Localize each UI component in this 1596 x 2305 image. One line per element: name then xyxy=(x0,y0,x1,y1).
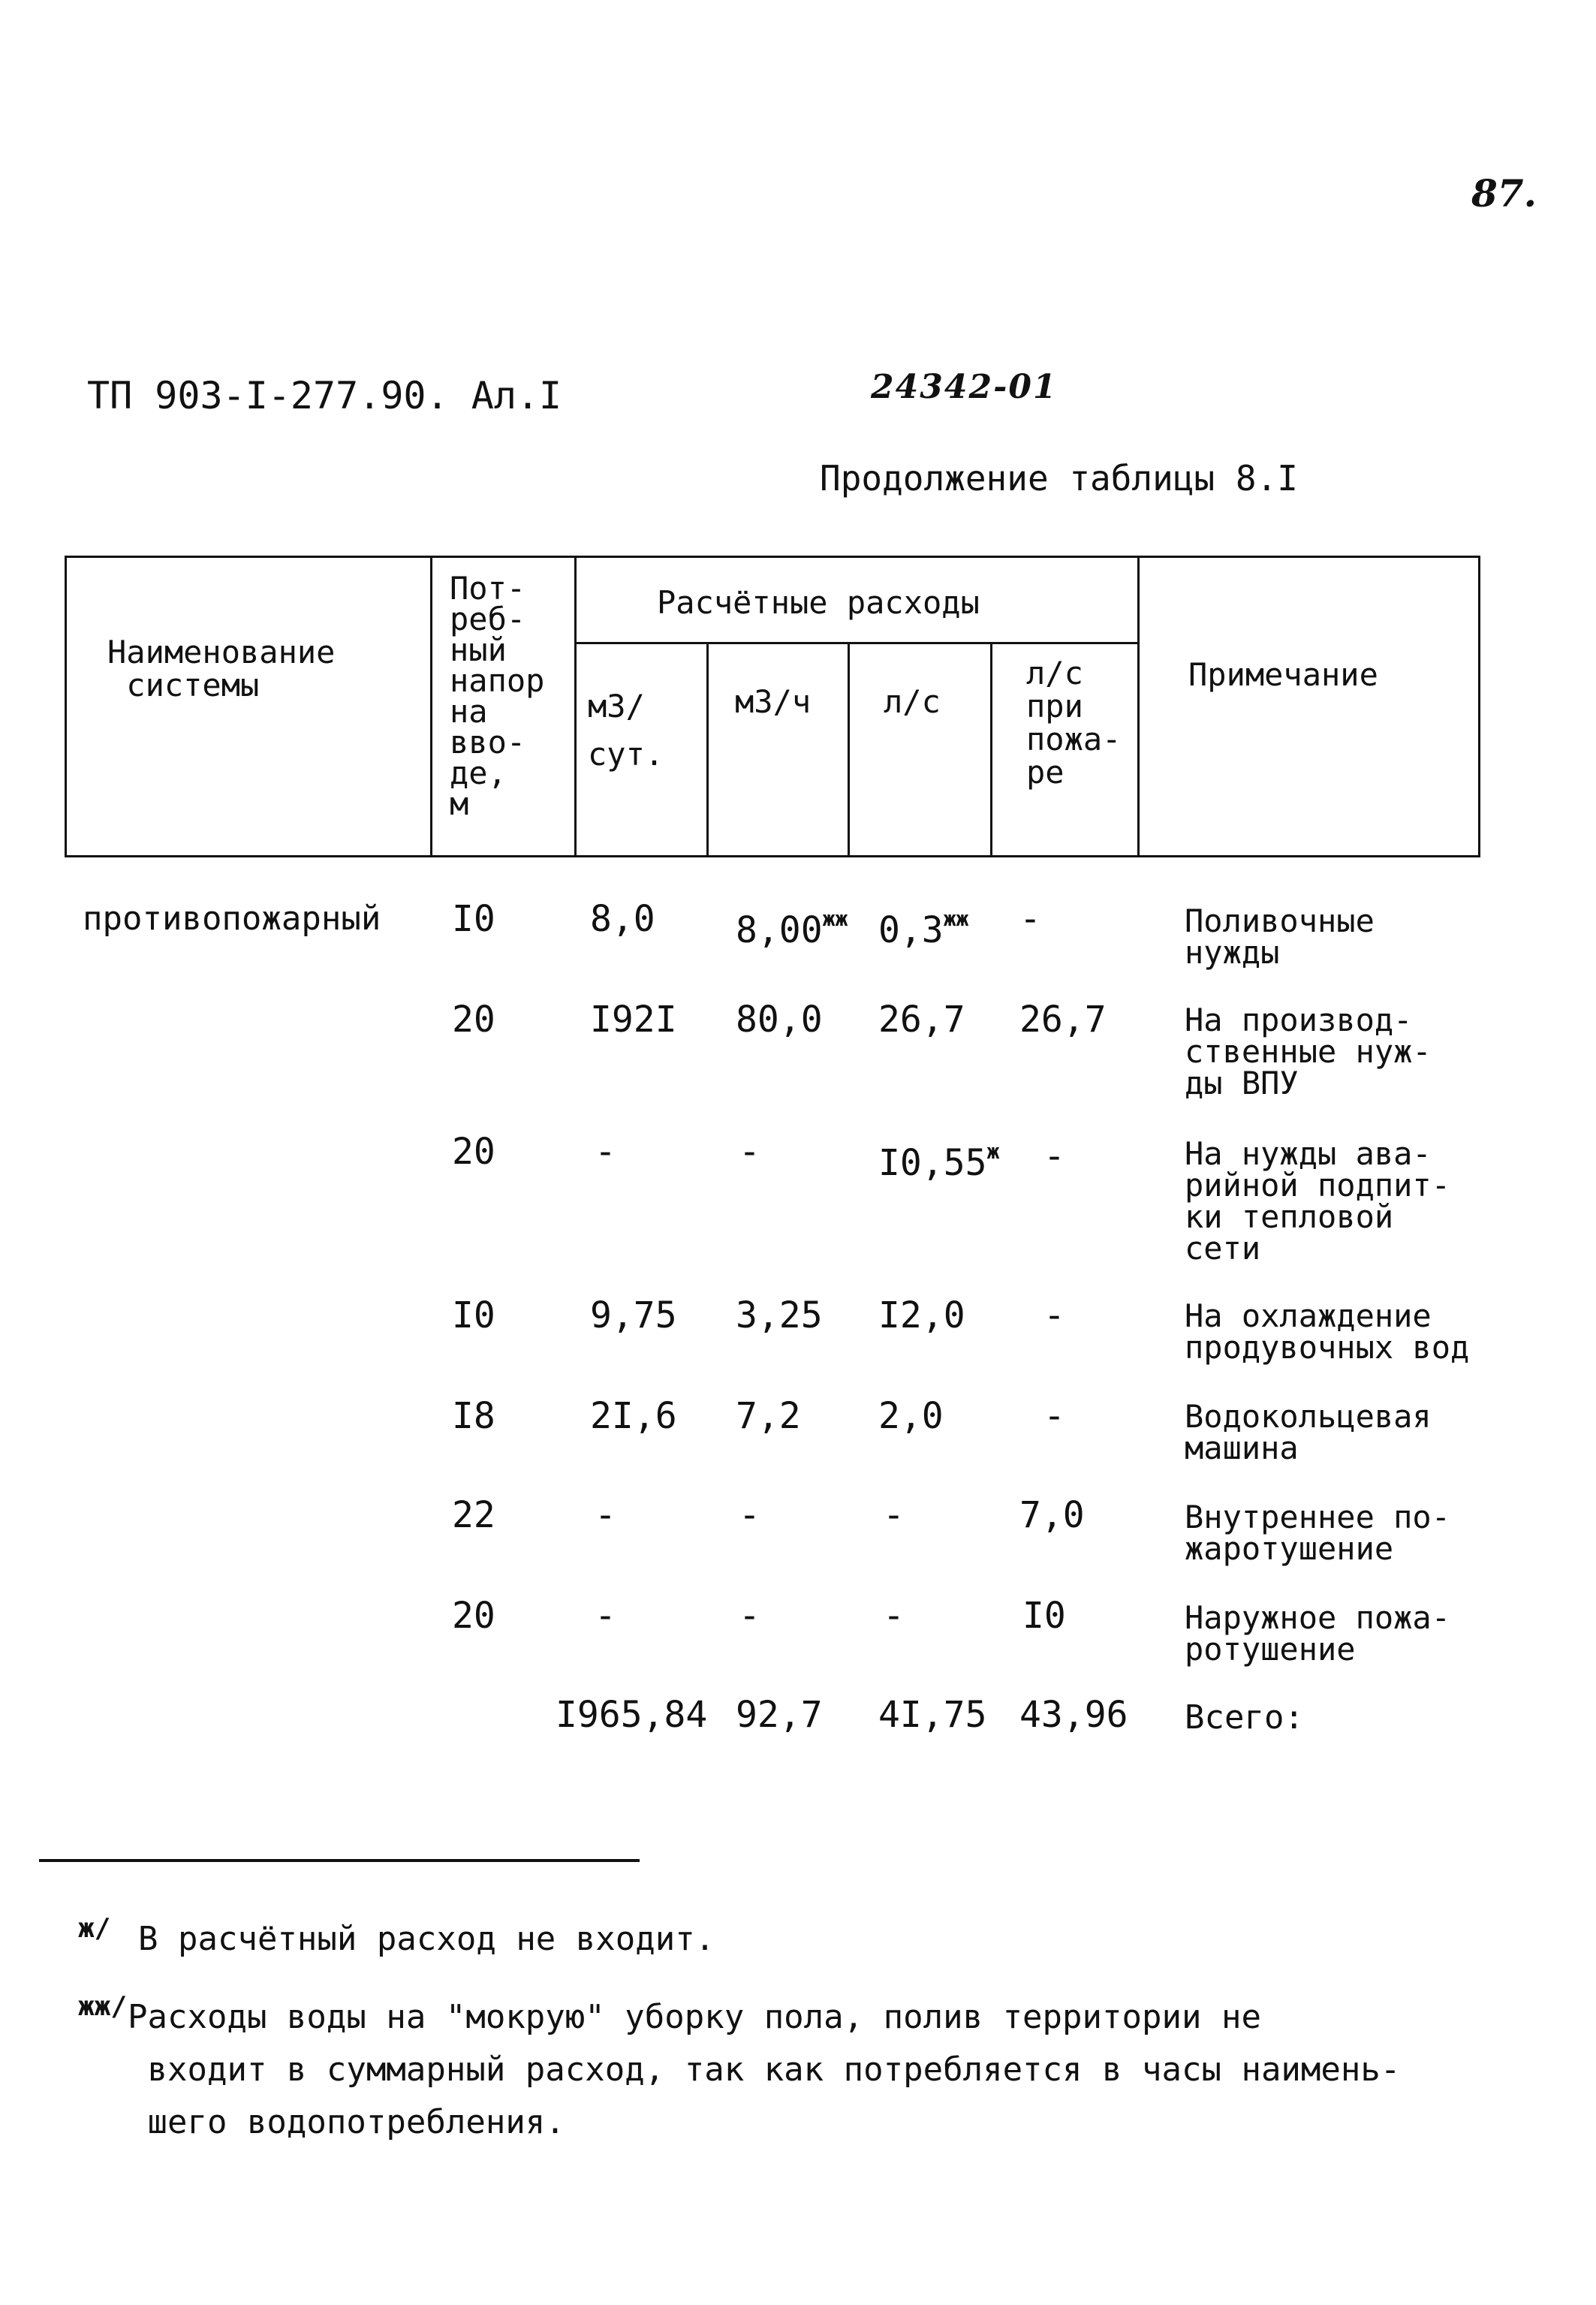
header-divider xyxy=(848,643,850,855)
table-header xyxy=(65,556,1480,857)
document-code: ТП 903-I-277.90. Ал.I xyxy=(87,374,562,417)
cell-ls: 2,0 xyxy=(878,1395,944,1437)
cell-ls: - xyxy=(883,1595,905,1637)
cell-m3-h: 7,2 xyxy=(736,1395,801,1437)
footnote-mark: жж/ xyxy=(78,1991,128,2022)
header-ls: л/с xyxy=(884,683,941,720)
cell-note: Водокольцевая машина xyxy=(1185,1398,1432,1466)
cell-m3-day: I92I xyxy=(590,999,677,1041)
cell-m3-day: - xyxy=(595,1595,616,1637)
cell-m3-h: 3,25 xyxy=(736,1294,823,1336)
cell-ls-fire: - xyxy=(1043,1294,1065,1336)
cell-m3-h: - xyxy=(739,1131,760,1173)
total-ls-fire: 43,96 xyxy=(1019,1694,1128,1736)
cell-note: На производ- ственные нуж- ды ВПУ xyxy=(1185,1002,1432,1101)
cell-m3-day: 8,0 xyxy=(590,898,655,940)
cell-ls-fire: 7,0 xyxy=(1019,1494,1085,1536)
footnote-text: В расчётный расход не входит. xyxy=(138,1920,715,1958)
cell-ls: I2,0 xyxy=(878,1294,965,1336)
cell-m3-h: - xyxy=(739,1595,760,1637)
header-pressure: Пот- реб- ный напор на вво- де, м xyxy=(450,570,545,822)
cell-pressure: 20 xyxy=(452,1131,495,1173)
header-m3-h: м3/ч xyxy=(735,683,812,720)
header-divider xyxy=(706,643,709,855)
cell-pressure: 20 xyxy=(452,1595,495,1637)
footnote-separator xyxy=(39,1859,640,1862)
cell-m3-day: - xyxy=(595,1494,616,1536)
page-number: 87. xyxy=(1471,171,1537,215)
cell-ls-fire: - xyxy=(1019,898,1041,940)
cell-pressure: I8 xyxy=(452,1395,495,1437)
table-caption: Продолжение таблицы 8.I xyxy=(820,458,1298,499)
header-note: Примечание xyxy=(1188,656,1378,693)
cell-m3-day: 2I,6 xyxy=(590,1395,677,1437)
cell-m3-h: 80,0 xyxy=(736,999,823,1041)
cell-ls: 26,7 xyxy=(878,999,965,1041)
total-m3-h: 92,7 xyxy=(736,1694,823,1736)
cell-note: Поливочные нужды xyxy=(1185,902,1375,971)
footnote-mark: ж/ xyxy=(78,1913,111,1944)
cell-pressure: I0 xyxy=(452,1294,495,1336)
cell-note: Наружное пожа- ротушение xyxy=(1185,1599,1451,1668)
cell-note: На нужды ава- рийной подпит- ки тепловой сети xyxy=(1185,1135,1451,1267)
inventory-number: 24342-01 xyxy=(871,368,1058,406)
footnote-mark: жж xyxy=(822,906,848,931)
total-m3-day: I965,84 xyxy=(556,1694,708,1736)
cell-m3-h: - xyxy=(739,1494,760,1536)
footnote-mark: ж xyxy=(986,1139,1000,1164)
cell-ls-fire: I0 xyxy=(1022,1595,1066,1637)
cell-ls: - xyxy=(883,1494,905,1536)
header-system-name: Наименование системы xyxy=(107,634,336,704)
header-flows-group: Расчётные расходы xyxy=(657,584,980,621)
header-ls-fire: л/с при пожа- ре xyxy=(1026,655,1122,791)
cell-ls: $I0,55^ж$ xyxy=(878,1139,1000,1184)
cell-pressure: 22 xyxy=(452,1494,495,1536)
cell-ls-fire: - xyxy=(1043,1395,1065,1437)
cell-m3-day: 9,75 xyxy=(590,1294,677,1336)
header-divider xyxy=(990,643,992,855)
header-divider xyxy=(574,642,1139,644)
cell-m3-h: $8,00^{жж}$ xyxy=(736,906,848,951)
cell-ls-fire: - xyxy=(1043,1135,1065,1177)
header-divider xyxy=(430,558,432,855)
cell-note: На охлаждение продувочных вод xyxy=(1185,1297,1470,1366)
header-m3-day: м3/ сут. xyxy=(588,688,664,773)
total-label: Всего: xyxy=(1185,1698,1304,1737)
total-ls: 4I,75 xyxy=(878,1694,987,1736)
cell-ls: $0,3^{жж}$ xyxy=(878,906,969,951)
cell-note: Внутреннее по- жаротушение xyxy=(1185,1499,1451,1567)
footnote-mark: жж xyxy=(943,906,969,931)
footnote-text: Расходы воды на "мокрую" уборку пола, полив территории не входит в суммарный расход, так как потребляется в часы наимень- шего водопотребления. xyxy=(128,1998,1401,2141)
cell-m3-day: - xyxy=(595,1131,616,1173)
cell-pressure: I0 xyxy=(452,898,495,940)
header-divider xyxy=(1137,558,1140,855)
cell-system: противопожарный xyxy=(83,899,381,938)
cell-pressure: 20 xyxy=(452,999,495,1041)
cell-ls-fire: 26,7 xyxy=(1019,999,1107,1041)
header-divider xyxy=(574,558,577,855)
